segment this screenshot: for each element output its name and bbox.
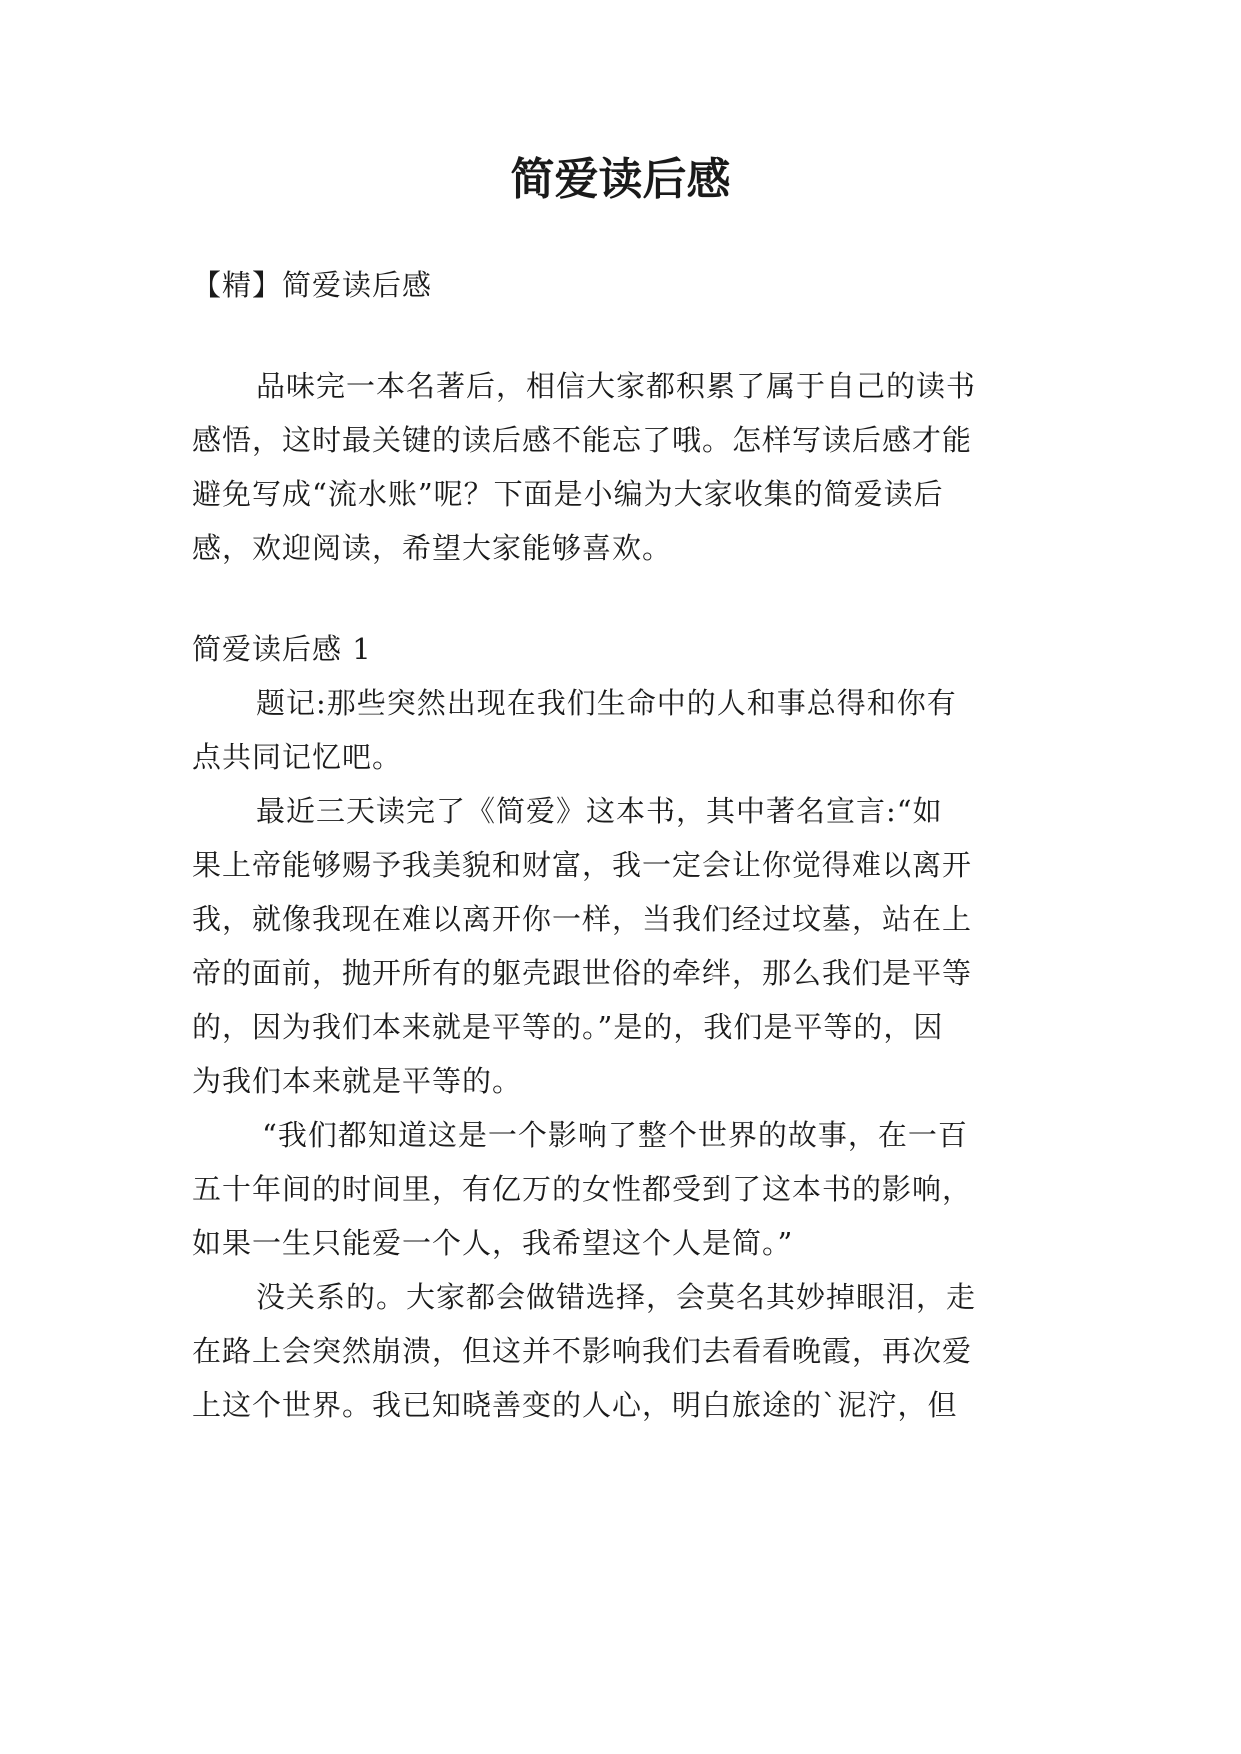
paragraph-line: 点共同记忆吧。 bbox=[192, 740, 403, 774]
paragraph-line: 题记:那些突然出现在我们生命中的人和事总得和你有 bbox=[256, 686, 957, 720]
paragraph-line: 最近三天读完了《简爱》这本书，其中著名宣言:“如 bbox=[256, 794, 943, 828]
paragraph-line: 在路上会突然崩溃，但这并不影响我们去看看晚霞，再次爱 bbox=[192, 1334, 973, 1368]
paragraph-line: 的，因为我们本来就是平等的。”是的，我们是平等的，因 bbox=[192, 1010, 944, 1044]
document-title: 简爱读后感 bbox=[510, 154, 731, 205]
intro-line: 感悟，这时最关键的读后感不能忘了哦。怎样写读后感才能 bbox=[192, 423, 973, 457]
intro-line: 避免写成“流水账”呢？下面是小编为大家收集的简爱读后 bbox=[192, 477, 944, 511]
paragraph-line: 我，就像我现在难以离开你一样，当我们经过坟墓，站在上 bbox=[192, 902, 973, 936]
intro-line: 感，欢迎阅读，希望大家能够喜欢。 bbox=[192, 531, 673, 565]
paragraph-line: 上这个世界。我已知晓善变的人心，明白旅途的`泥泞，但 bbox=[192, 1388, 958, 1422]
paragraph-line: 如果一生只能爱一个人，我希望这个人是简。” bbox=[192, 1226, 794, 1260]
paragraph-line: 果上帝能够赐予我美貌和财富，我一定会让你觉得难以离开 bbox=[192, 848, 973, 882]
intro-line: 品味完一本名著后，相信大家都积累了属于自己的读书 bbox=[256, 369, 977, 403]
paragraph-line: 帝的面前，抛开所有的躯壳跟世俗的牵绊，那么我们是平等 bbox=[192, 956, 973, 990]
section-heading: 简爱读后感 1 bbox=[192, 632, 372, 666]
document-subtitle: 【精】简爱读后感 bbox=[192, 268, 433, 302]
paragraph-line: 为我们本来就是平等的。 bbox=[192, 1064, 523, 1098]
paragraph-line: 五十年间的时间里，有亿万的女性都受到了这本书的影响， bbox=[192, 1172, 973, 1206]
paragraph-line: 没关系的。大家都会做错选择，会莫名其妙掉眼泪，走 bbox=[256, 1280, 977, 1314]
paragraph-line: “我们都知道这是一个影响了整个世界的故事，在一百 bbox=[262, 1118, 968, 1152]
